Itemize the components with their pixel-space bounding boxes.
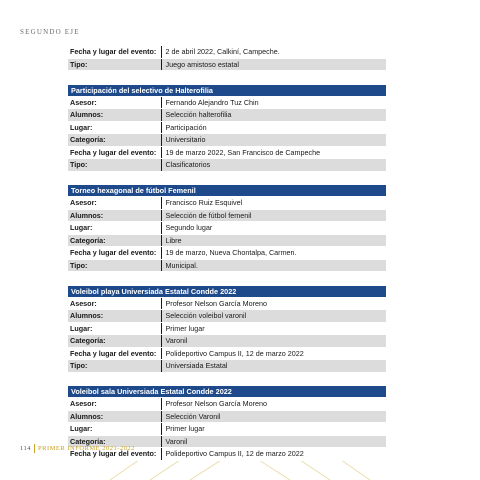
row-value: Universitario [161,134,386,147]
table-row [68,234,386,247]
row-label: Fecha y lugar del evento: [68,146,161,159]
row-value: 19 de marzo 2022, San Francisco de Campeche [161,146,386,159]
table-halterofilia [68,85,386,172]
row-value: Selección de fútbol femenil [161,209,386,222]
row-label: Asesor: [68,197,161,210]
table-title: Torneo hexagonal de fútbol Femenil [68,185,386,197]
row-value: Polideportivo Campus II, 12 de marzo 2022 [161,448,386,461]
row-label: Lugar: [68,222,161,235]
table-row [68,322,386,335]
row-value: Participación [161,121,386,134]
table-row [68,159,386,172]
row-value: Varonil [161,435,386,448]
table-row [68,398,386,411]
row-label: Categoría: [68,335,161,348]
table-voleibol-playa [68,286,386,373]
table-row [68,410,386,423]
row-label: Tipo: [68,58,161,71]
row-value: Selección voleibol varonil [161,310,386,323]
top-table [68,46,386,71]
row-label: Fecha y lugar del evento: [68,448,161,461]
table-title: Participación del selectivo de Halterofilia [68,85,386,97]
row-label: Fecha y lugar del evento: [68,46,161,58]
row-value: Municipal. [161,259,386,272]
row-label: Asesor: [68,297,161,310]
table-row [68,197,386,210]
row-value: Libre [161,234,386,247]
section-header: SEGUNDO EJE [20,28,80,36]
row-label: Asesor: [68,96,161,109]
table-row [68,360,386,373]
row-label: Alumnos: [68,109,161,122]
row-label: Lugar: [68,322,161,335]
row-value: Segundo lugar [161,222,386,235]
table-title: Voleibol playa Universiada Estatal Condde 2022 [68,286,386,298]
table-row [68,247,386,260]
table-row [68,46,386,58]
table-row [68,310,386,323]
table-row [68,58,386,71]
footer-divider [34,444,35,453]
row-label: Categoría: [68,134,161,147]
row-label: Lugar: [68,423,161,436]
table-title-row [68,185,386,197]
row-label: Tipo: [68,159,161,172]
row-label: Categoría: [68,234,161,247]
row-value: Profesor Nelson García Moreno [161,398,386,411]
row-label: Alumnos: [68,310,161,323]
row-label: Alumnos: [68,209,161,222]
table-row [68,96,386,109]
row-value: Selección halterofilia [161,109,386,122]
row-value: 2 de abril 2022, Calkiní, Campeche. [161,46,386,58]
table-title-row [68,386,386,398]
table-title-row [68,85,386,97]
table-row [68,259,386,272]
table-row [68,222,386,235]
row-value: Clasificatorios [161,159,386,172]
row-label: Tipo: [68,360,161,373]
table-row [68,297,386,310]
row-label: Categoría: [68,435,161,448]
row-label: Tipo: [68,259,161,272]
row-label: Asesor: [68,398,161,411]
table-row [68,109,386,122]
row-label: Lugar: [68,121,161,134]
row-value: Universiada Estatal [161,360,386,373]
page-number: 114 [20,445,32,452]
row-label: Alumnos: [68,410,161,423]
table-row [68,121,386,134]
row-value: Francisco Ruiz Esquivel [161,197,386,210]
report-title: PRIMER INFORME 2021-2022 [38,445,135,452]
row-value: 19 de marzo, Nueva Chontalpa, Carmen. [161,247,386,260]
table-row [68,335,386,348]
table-row [68,146,386,159]
row-value: Primer lugar [161,423,386,436]
table-row [68,209,386,222]
table-row [68,347,386,360]
row-value: Juego amistoso estatal [161,58,386,71]
table-title-row [68,286,386,298]
page-footer [20,444,135,453]
row-value: Selección Varonil [161,410,386,423]
row-label: Fecha y lugar del evento: [68,247,161,260]
row-value: Primer lugar [161,322,386,335]
row-label: Fecha y lugar del evento: [68,347,161,360]
row-value: Polideportivo Campus II, 12 de marzo 2022 [161,347,386,360]
row-value: Fernando Alejandro Tuz Chin [161,96,386,109]
row-value: Profesor Nelson García Moreno [161,297,386,310]
table-row [68,134,386,147]
table-title: Voleibol sala Universiada Estatal Condde 2022 [68,386,386,398]
table-futbol-femenil [68,185,386,272]
table-row [68,423,386,436]
tables-container [68,46,386,461]
row-value: Varonil [161,335,386,348]
